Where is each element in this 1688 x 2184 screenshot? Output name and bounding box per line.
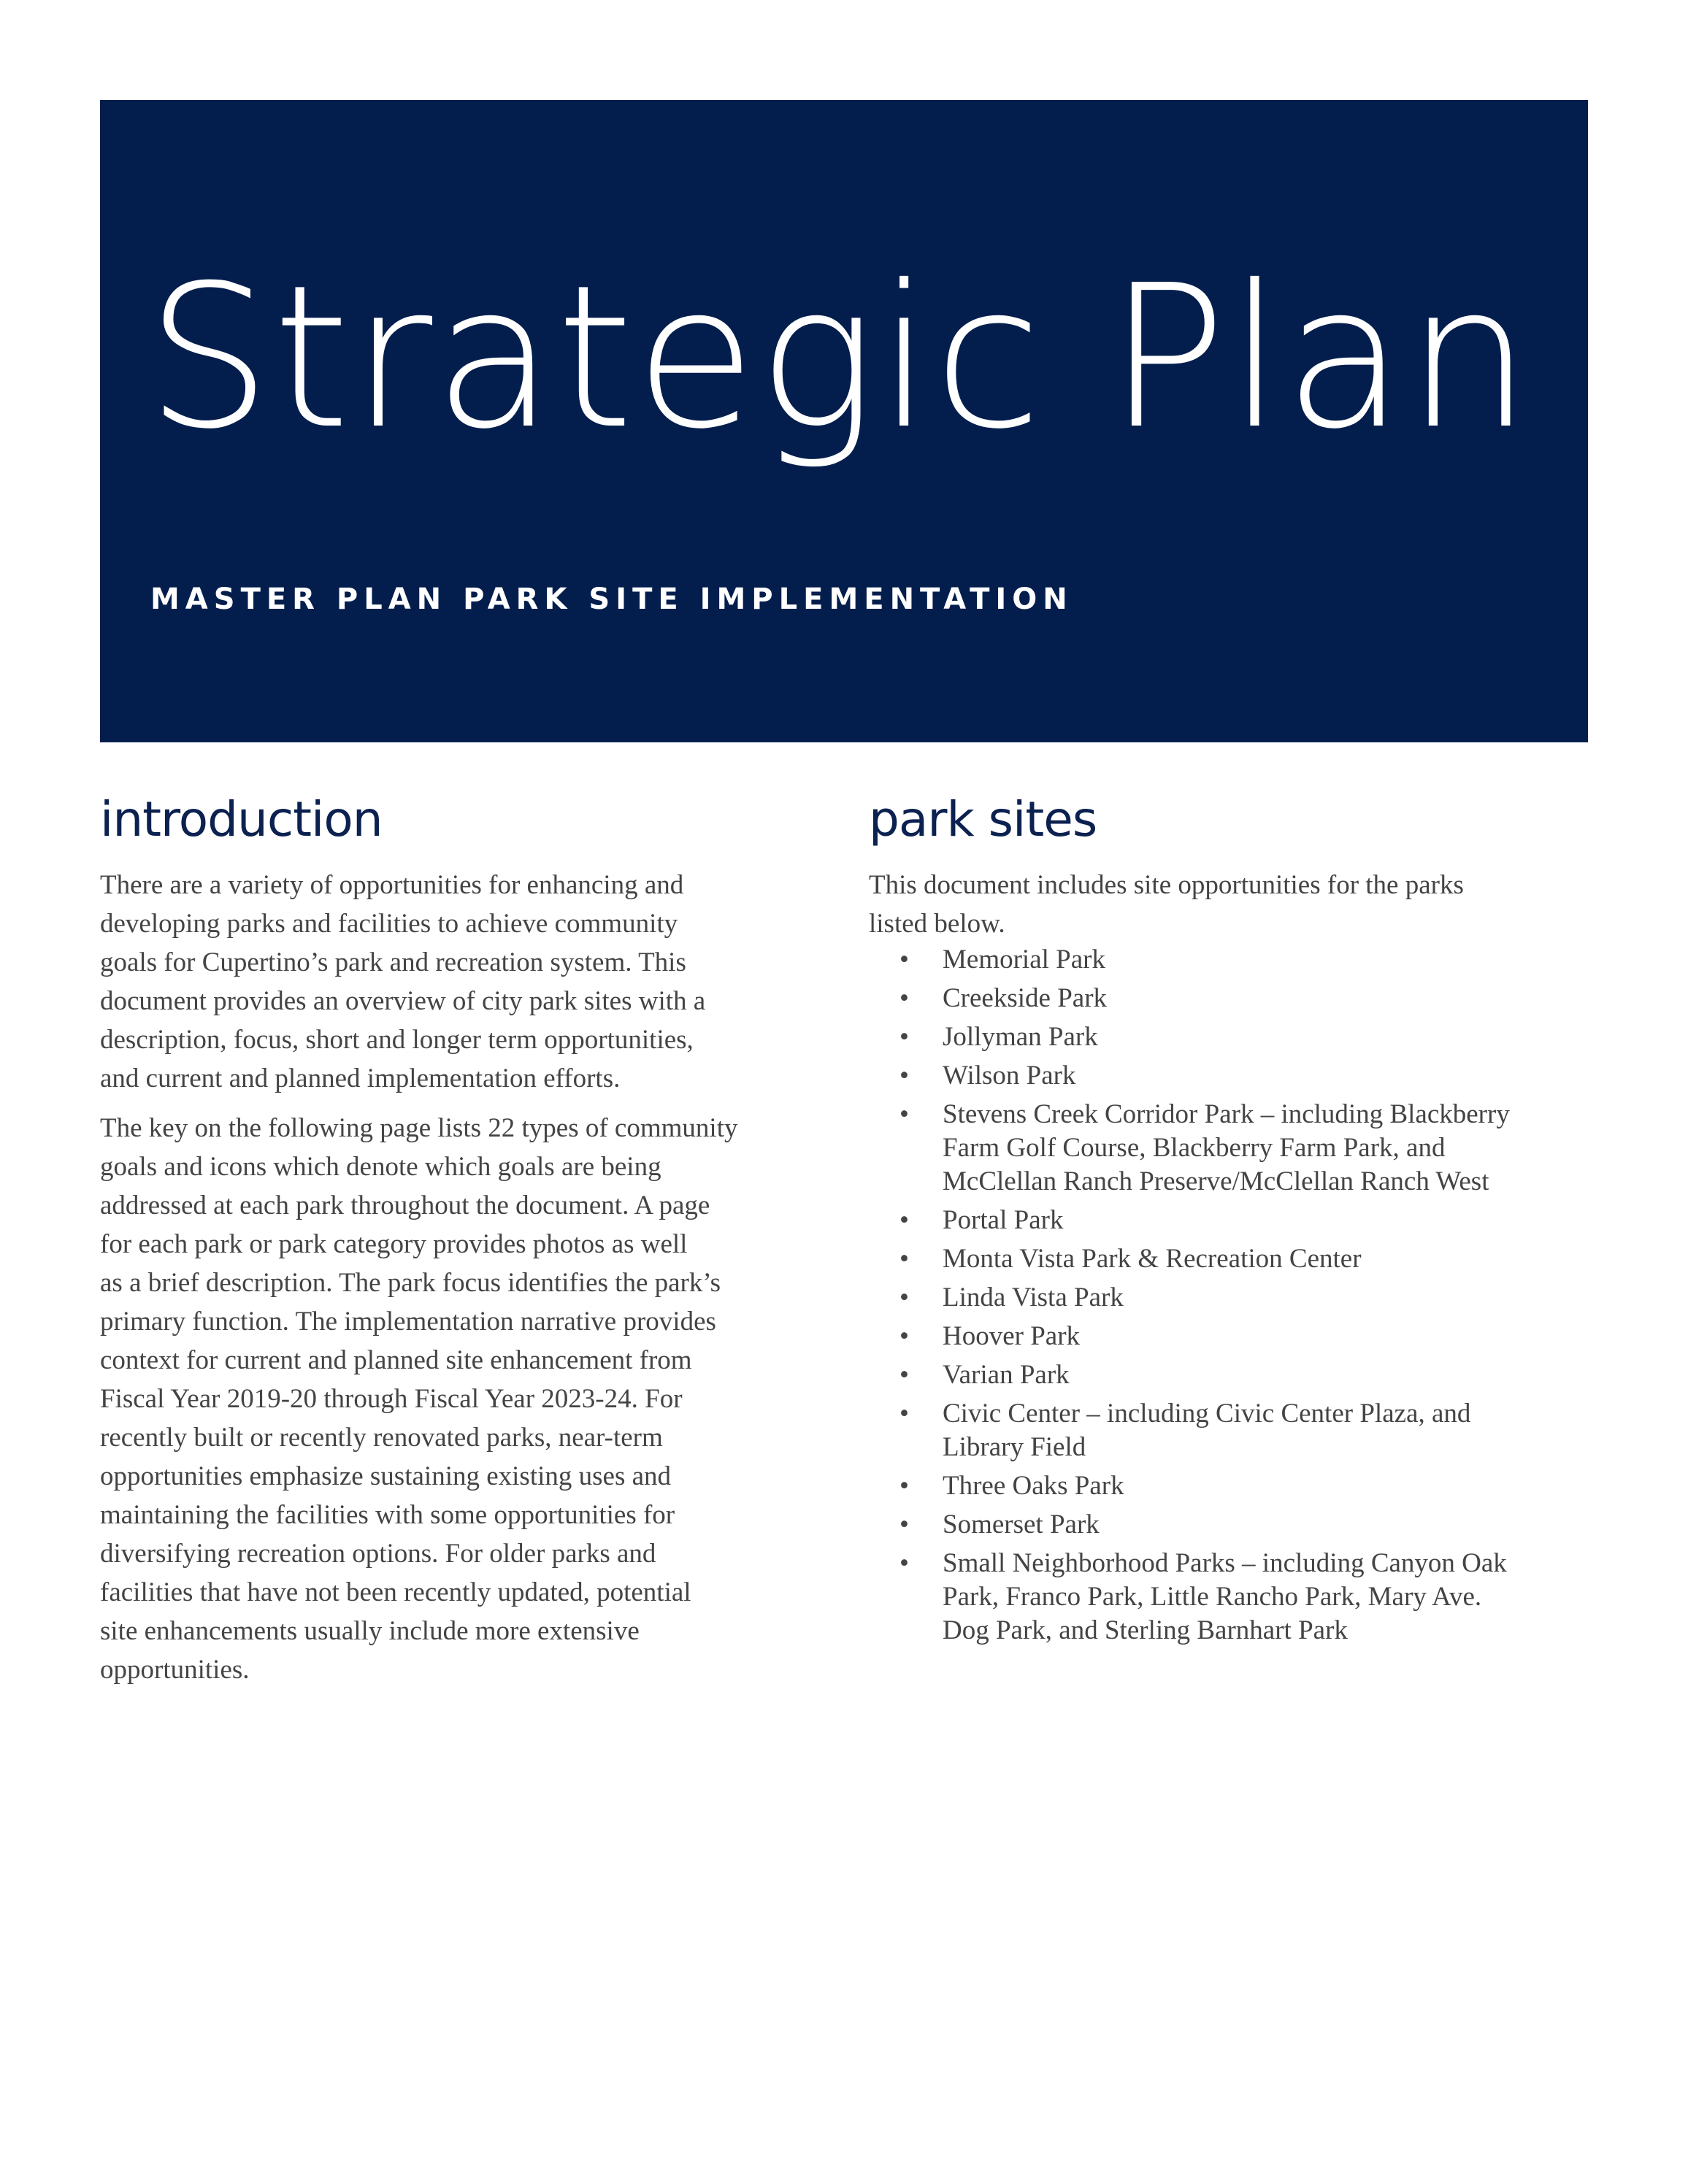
- park-list-item: [869, 1020, 1599, 1054]
- park-list-item: [869, 1508, 1599, 1542]
- text-line: document provides an overview of city park sites with a: [100, 986, 706, 1016]
- text-line: goals and icons which denote which goals are being: [100, 1152, 661, 1182]
- text-line: description, focus, short and longer term opportunities,: [100, 1025, 694, 1055]
- park-name-line: Monta Vista Park & Recreation Center: [943, 1244, 1362, 1274]
- park-name-line: Library Field: [943, 1432, 1086, 1462]
- park-name-line: McClellan Ranch Preserve/McClellan Ranch West: [943, 1166, 1489, 1196]
- text-line: as a brief description. The park focus identifies the park’s: [100, 1268, 721, 1298]
- text-line: listed below.: [869, 909, 1005, 939]
- park-name-line: Farm Golf Course, Blackberry Farm Park, and: [943, 1133, 1446, 1163]
- park-sites-section: [869, 790, 1599, 1653]
- text-line: and current and planned implementation efforts.: [100, 1064, 621, 1093]
- park-list-item: [869, 1547, 1599, 1647]
- park-list-item: [869, 1320, 1599, 1353]
- text-line: site enhancements usually include more extensive: [100, 1616, 640, 1646]
- text-line: facilities that have not been recently updated, potential: [100, 1577, 691, 1607]
- park-list-item: [869, 1358, 1599, 1392]
- park-sites-heading: park sites: [869, 791, 1097, 847]
- park-name-line: Civic Center – including Civic Center Plaza, and: [943, 1399, 1471, 1429]
- park-name-line: Creekside Park: [943, 983, 1108, 1013]
- park-name-line: Small Neighborhood Parks – including Canyon Oak: [943, 1548, 1507, 1578]
- bullet-icon: •: [899, 1244, 909, 1274]
- text-line: context for current and planned site enhancement from: [100, 1345, 692, 1375]
- bullet-icon: •: [899, 1283, 909, 1312]
- introduction-heading: introduction: [100, 791, 383, 847]
- park-name-line: Park, Franco Park, Little Rancho Park, Mary Ave.: [943, 1582, 1482, 1612]
- park-list-item: [869, 943, 1599, 977]
- park-list: [869, 943, 1599, 1647]
- park-name-line: Wilson Park: [943, 1061, 1076, 1091]
- text-line: Fiscal Year 2019-20 through Fiscal Year 2023-24. For: [100, 1384, 683, 1414]
- bullet-icon: •: [899, 1548, 909, 1578]
- bullet-icon: •: [899, 1399, 909, 1429]
- park-list-item: [869, 1281, 1599, 1315]
- bullet-icon: •: [899, 1321, 909, 1351]
- park-list-item: [869, 1098, 1599, 1199]
- park-name-line: Hoover Park: [943, 1321, 1081, 1351]
- bullet-icon: •: [899, 1360, 909, 1390]
- text-line: addressed at each park throughout the document. A page: [100, 1191, 710, 1220]
- bullet-icon: •: [899, 1205, 909, 1235]
- park-list-item: [869, 1059, 1599, 1093]
- bullet-icon: •: [899, 1061, 909, 1091]
- bullet-icon: •: [899, 1022, 909, 1052]
- text-line: recently built or recently renovated parks, near-term: [100, 1423, 663, 1453]
- park-list-item: [869, 1242, 1599, 1276]
- text-line: primary function. The implementation narrative provides: [100, 1307, 716, 1337]
- page-subtitle: MASTER PLAN PARK SITE IMPLEMENTATION: [150, 582, 1073, 616]
- park-name-line: Varian Park: [943, 1360, 1070, 1390]
- text-line: maintaining the facilities with some opportunities for: [100, 1500, 675, 1530]
- text-line: The key on the following page lists 22 types of community: [100, 1113, 738, 1143]
- text-line: for each park or park category provides photos as well: [100, 1229, 688, 1259]
- park-name-line: Stevens Creek Corridor Park – including Blackberry: [943, 1099, 1510, 1129]
- text-line: opportunities.: [100, 1655, 250, 1685]
- intro-paragraph: [100, 866, 830, 1098]
- text-line: developing parks and facilities to achieve community: [100, 909, 678, 939]
- bullet-icon: •: [899, 983, 909, 1013]
- park-sites-intro: [869, 866, 1599, 943]
- text-line: This document includes site opportunities for the parks: [869, 870, 1464, 900]
- park-list-item: [869, 1204, 1599, 1237]
- park-list-item: [869, 1397, 1599, 1464]
- park-name-line: Linda Vista Park: [943, 1283, 1124, 1312]
- park-list-item: [869, 1469, 1599, 1503]
- intro-paragraph: [100, 1109, 830, 1689]
- bullet-icon: •: [899, 945, 909, 974]
- page-title: Strategic Plan: [146, 242, 1533, 472]
- bullet-icon: •: [899, 1471, 909, 1501]
- park-name-line: Somerset Park: [943, 1510, 1100, 1539]
- introduction-section: [100, 790, 830, 1700]
- park-name-line: Memorial Park: [943, 945, 1105, 974]
- park-name-line: Dog Park, and Sterling Barnhart Park: [943, 1615, 1348, 1645]
- park-name-line: Three Oaks Park: [943, 1471, 1124, 1501]
- text-line: There are a variety of opportunities for enhancing and: [100, 870, 684, 900]
- text-line: opportunities emphasize sustaining existing uses and: [100, 1461, 672, 1491]
- text-line: diversifying recreation options. For older parks and: [100, 1539, 656, 1569]
- park-name-line: Jollyman Park: [943, 1022, 1098, 1052]
- bullet-icon: •: [899, 1510, 909, 1539]
- park-list-item: [869, 982, 1599, 1015]
- park-name-line: Portal Park: [943, 1205, 1064, 1235]
- text-line: goals for Cupertino’s park and recreation system. This: [100, 947, 686, 977]
- bullet-icon: •: [899, 1099, 909, 1129]
